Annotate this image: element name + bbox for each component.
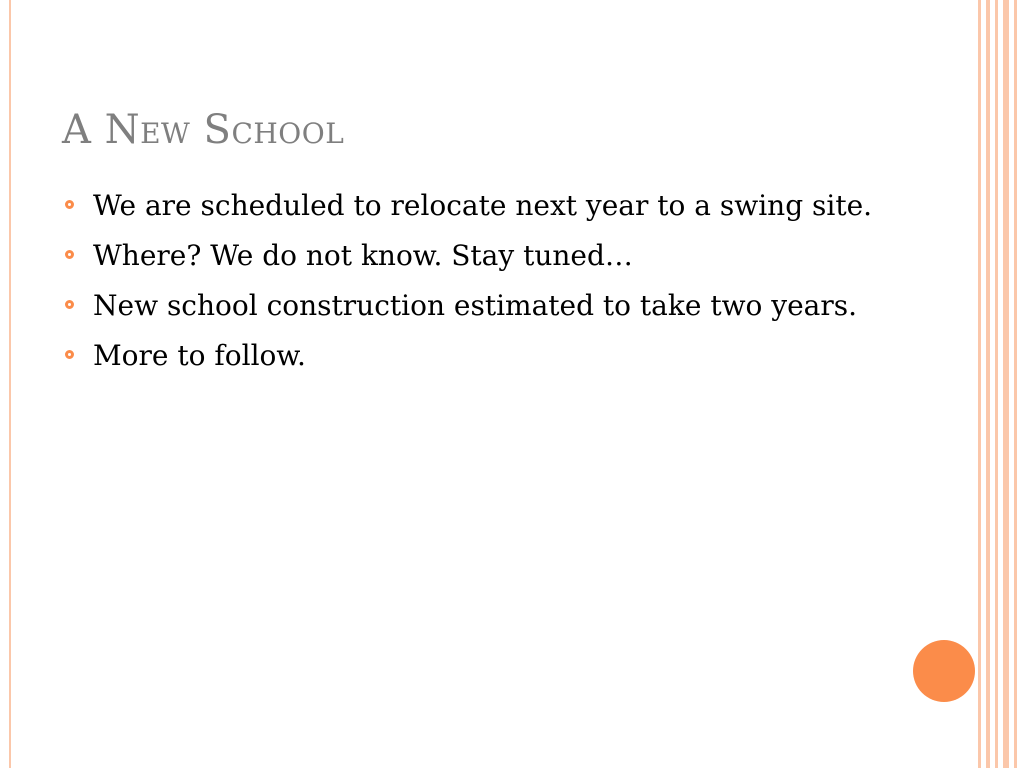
hollow-circle-bullet-icon: [65, 200, 74, 209]
bullet-list: [62, 186, 902, 386]
slide-title: A New School: [62, 107, 345, 153]
hollow-circle-bullet-icon: [65, 350, 74, 359]
decorative-orange-circle: [913, 640, 975, 702]
bullet-text: More to follow.: [93, 339, 306, 372]
hollow-circle-bullet-icon: [65, 300, 74, 309]
left-border-line: [9, 0, 11, 768]
right-stripe-4: [1003, 0, 1009, 768]
bullet-text: Where? We do not know. Stay tuned…: [93, 239, 633, 272]
bullet-text: New school construction estimated to take two years.: [93, 289, 858, 322]
bullet-item: [62, 286, 902, 326]
right-stripe-2: [986, 0, 990, 768]
hollow-circle-bullet-icon: [65, 250, 74, 259]
right-stripe-5: [1014, 0, 1017, 768]
bullet-text: We are scheduled to relocate next year to a swing site.: [93, 189, 873, 222]
right-stripe-3: [995, 0, 998, 768]
bullet-item: [62, 186, 902, 226]
right-stripe-1: [978, 0, 981, 768]
bullet-item: [62, 336, 902, 376]
bullet-item: [62, 236, 902, 276]
